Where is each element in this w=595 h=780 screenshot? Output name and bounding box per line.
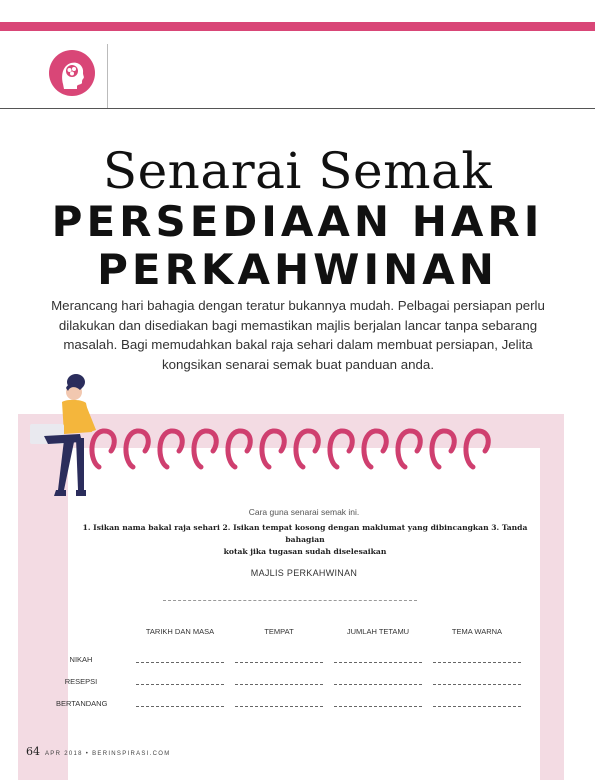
fill-nikah-guests[interactable] (334, 662, 422, 663)
row-label-resepsi: RESEPSI (64, 677, 98, 686)
fill-bertandang-place[interactable] (235, 706, 323, 707)
page-number: 64 (26, 745, 40, 758)
howto-label: Cara guna senarai semak ini. (248, 507, 360, 517)
binder-ring (466, 431, 488, 467)
column-header-color-theme: TEMA WARNA (451, 627, 503, 636)
header-divider (107, 44, 108, 108)
binder-ring (432, 431, 454, 467)
binder-ring (126, 431, 148, 467)
binder-ring (296, 431, 318, 467)
column-header-place: TEMPAT (264, 627, 294, 636)
column-header-guest-count: JUMLAH TETAMU (346, 627, 410, 636)
section-name-field[interactable] (163, 600, 417, 601)
binder-ring (398, 431, 420, 467)
binder-ring (160, 431, 182, 467)
intro-paragraph: Merancang hari bahagia dengan teratur bukannya mudah. Pelbagai persiapan perlu dilakukan dan disediakan bagi memastikan majlis berjalan lancar tanpa sebarang masalah. Bagi memudahkan bakal raja sehari dalam membuat persiapan, Jelita kongsikan senarai semak buat panduan anda. (51, 298, 545, 372)
page-footer (26, 745, 171, 758)
fill-nikah-theme[interactable] (433, 662, 521, 663)
title-script: Senarai Semak (102, 142, 493, 200)
binder-ring (262, 431, 284, 467)
instructions (74, 522, 536, 558)
binder-ring (364, 431, 386, 467)
binder-ring (228, 431, 250, 467)
top-accent-bar (0, 22, 595, 31)
fill-nikah-place[interactable] (235, 662, 323, 663)
header-rule (0, 108, 595, 109)
woman-laptop-illustration (24, 372, 114, 512)
title-bold-line1: PERSEDIAAN HARI (51, 197, 544, 246)
fill-nikah-date[interactable] (136, 662, 224, 663)
section-title: MAJLIS PERKAHWINAN (250, 568, 358, 578)
fill-bertandang-guests[interactable] (334, 706, 422, 707)
instructions-line1: 1. Isikan nama bakal raja sehari 2. Isikan tempat kosong dengan maklumat yang dibincangkan 3. Tanda bahagian (82, 523, 528, 544)
fill-bertandang-theme[interactable] (433, 706, 521, 707)
binder-rings (85, 425, 505, 475)
binder-ring (194, 431, 216, 467)
binder-ring (330, 431, 352, 467)
row-label-bertandang: BERTANDANG (56, 699, 108, 708)
fill-resepsi-theme[interactable] (433, 684, 521, 685)
checklist-paper (68, 448, 540, 780)
instructions-line2: kotak jika tugasan sudah diselesaikan (223, 547, 387, 556)
footer-text: APR 2018 • BERINSPIRASI.COM (45, 751, 171, 757)
row-label-nikah: NIKAH (69, 655, 93, 664)
fill-resepsi-guests[interactable] (334, 684, 422, 685)
title-bold-line2: PERKAHWINAN (97, 245, 498, 294)
fill-resepsi-date[interactable] (136, 684, 224, 685)
head-brain-icon (49, 50, 95, 96)
column-header-date-time: TARIKH DAN MASA (145, 627, 215, 636)
fill-bertandang-date[interactable] (136, 706, 224, 707)
fill-resepsi-place[interactable] (235, 684, 323, 685)
